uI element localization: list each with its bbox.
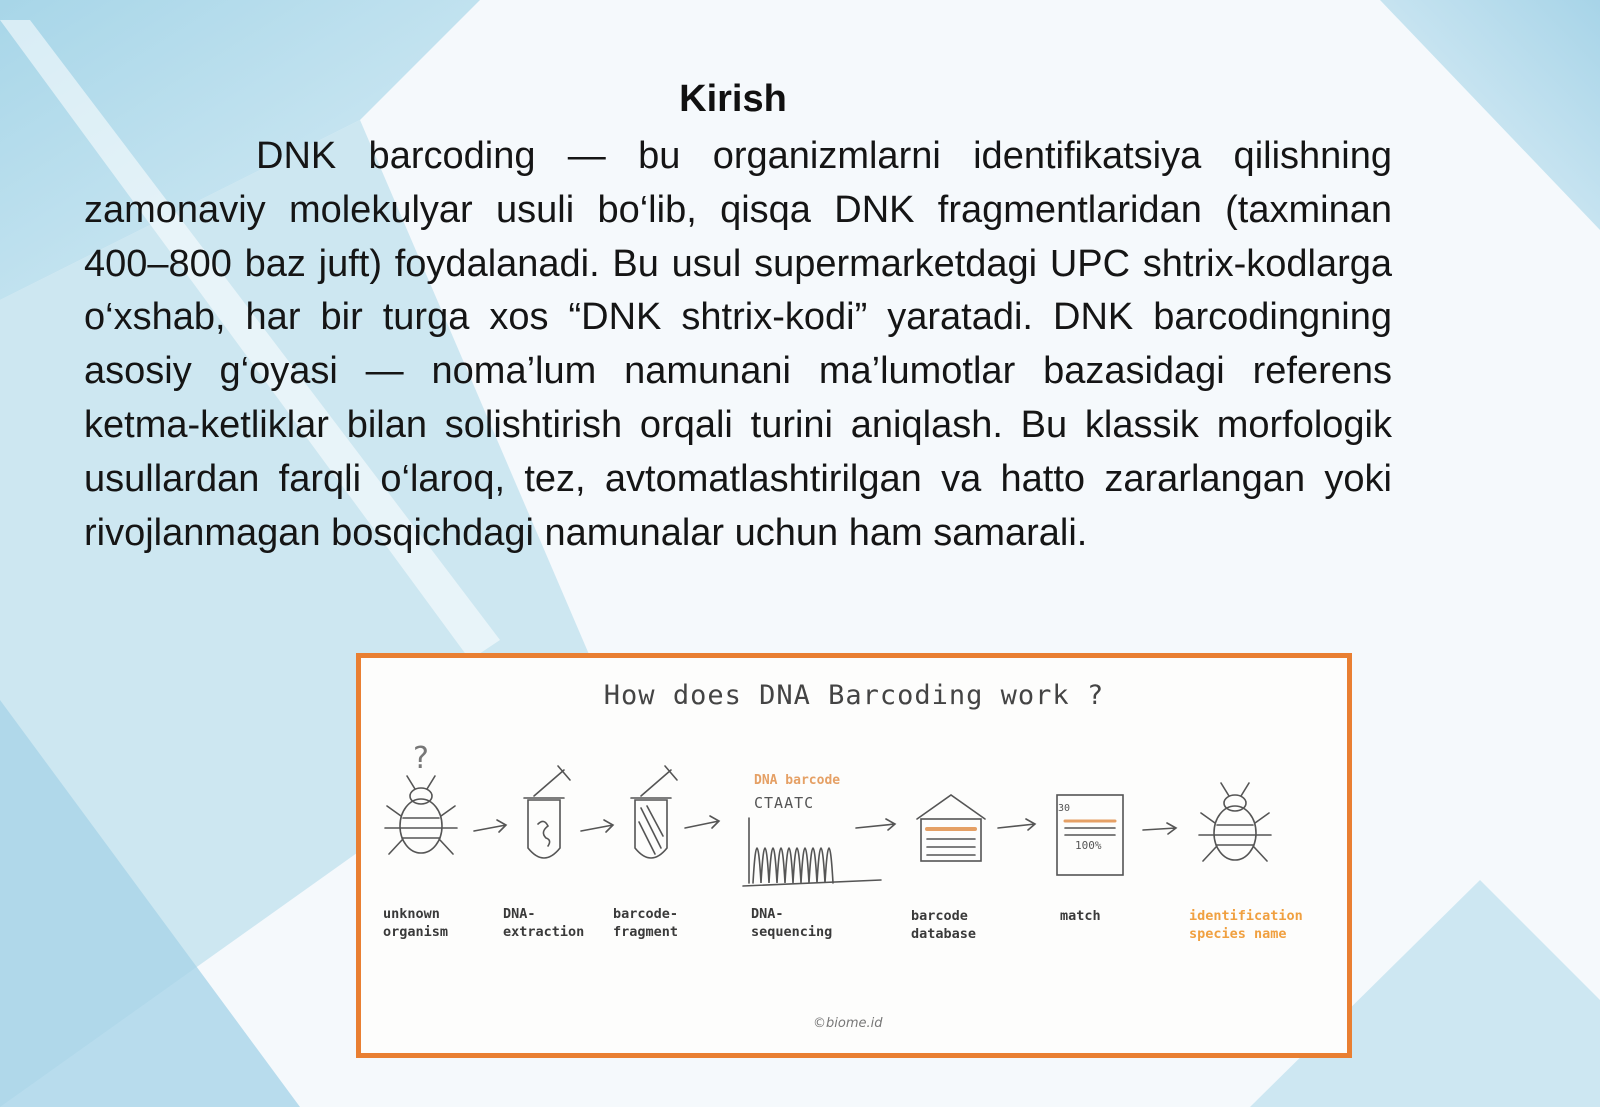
step-label-unknown-organism: unknown organism — [383, 906, 449, 940]
step-label-barcode-database: barcode database — [911, 908, 977, 942]
beetle-icon — [1199, 783, 1271, 861]
copyright-text: ©biome.id — [813, 1016, 883, 1031]
figure-title: How does DNA Barcoding work ? — [603, 680, 1105, 711]
question-mark: ? — [413, 741, 429, 776]
step-label-match: match — [1060, 908, 1101, 924]
test-tube-icon — [524, 766, 570, 858]
step-label-barcode-fragment: barcode- fragment — [613, 906, 679, 940]
dna-barcoding-figure — [356, 653, 1352, 1058]
dna-sequence: CTAATC — [754, 794, 815, 812]
database-house-icon — [917, 795, 985, 861]
process-diagram — [361, 658, 1347, 1053]
intro-paragraph: DNK barcoding — bu organizmlarni identifikatsiya qilishning zamonaviy molekulyar usuli bo‘lib, qisqa DNK fragmentlaridan (taxminan 400–800 baz juft) foydalanadi. Bu usul supermarketdagi UPC shtrix-kodlarga o‘xshab, har bir turga xos “DNK shtrix-kodi” yaratadi. DNK barcodingning asosiy g‘oyasi — noma’lum namunani ma’lumotlar bazasidagi referens ketma-ketliklar bilan solishtirish orqali turini aniqlash. Bu klassik morfologik usullardan farqli o‘laroq, tez, avtomatlashtirilgan va hatto zararlangan yoki rivojlanmagan bosqichdagi namunalar uchun ham samarali. — [84, 135, 1392, 554]
beetle-icon — [385, 776, 457, 854]
slide-title: Kirish — [679, 78, 787, 120]
step-label-dna-sequencing: DNA- sequencing — [751, 906, 833, 940]
step-label-dna-extraction: DNA- extraction — [503, 906, 585, 940]
dna-barcode-label: DNA barcode — [754, 773, 841, 788]
step-label-identification: identification species name — [1189, 908, 1303, 942]
match-percent: 100% — [1075, 839, 1102, 852]
db-code: 30 — [1058, 803, 1071, 814]
test-tube-icon — [631, 766, 677, 858]
